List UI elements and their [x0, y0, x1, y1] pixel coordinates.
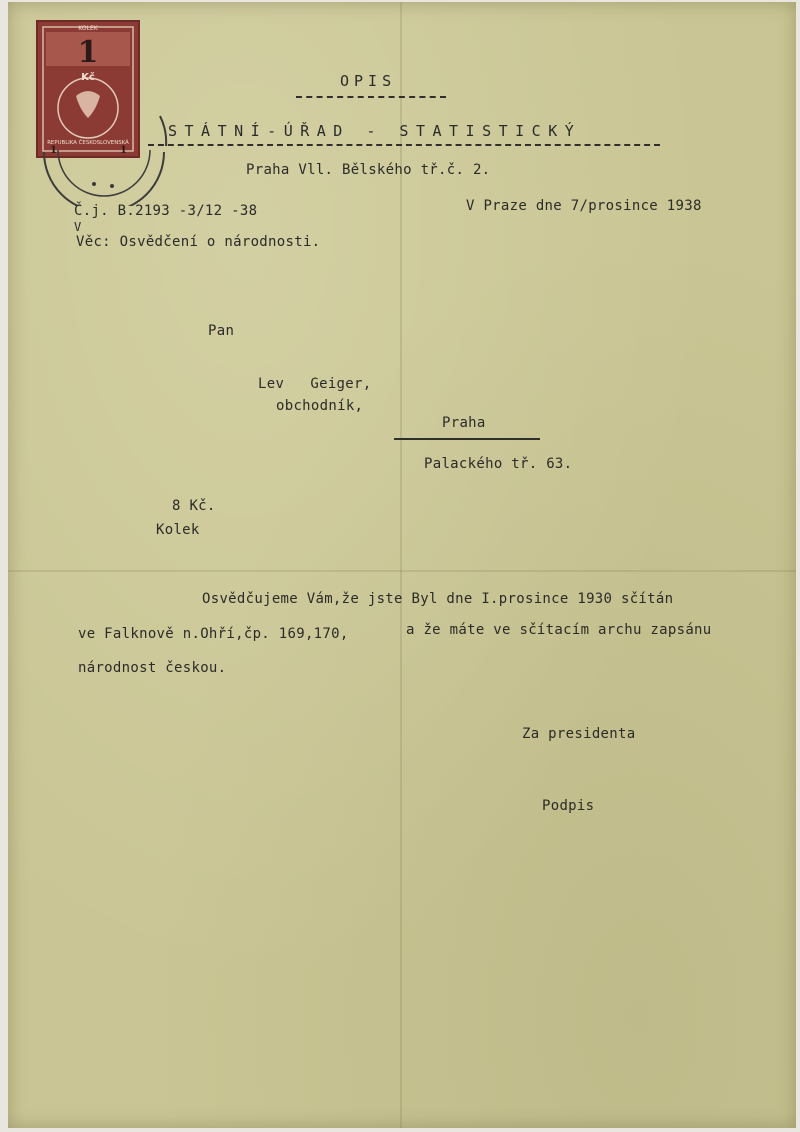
- stamp-corner-value-right: 1: [120, 145, 127, 156]
- postmark-dot-left: [92, 182, 96, 186]
- stamp-corner-value-left: 1: [50, 145, 57, 156]
- fee-label: Kolek: [156, 522, 200, 538]
- body-line-3: národnost českou.: [78, 660, 227, 676]
- recipient-salutation: Pan: [208, 323, 235, 339]
- recipient-occupation: obchodník,: [276, 398, 364, 414]
- recipient-name: Lev Geiger,: [258, 376, 372, 392]
- reference-number: Č.j. B.2193 -3/12 -38: [74, 203, 258, 219]
- body-line-1: Osvědčujeme Vám,že jste Byl dne I.prosince 1930 sčítán: [202, 591, 674, 607]
- city-underline: [394, 438, 540, 440]
- body-line-2a: ve Falknově n.Ohří,čp. 169,170,: [78, 626, 349, 642]
- document-title: OPIS: [340, 72, 397, 90]
- place-and-date: V Praze dne 7/prosince 1938: [466, 198, 702, 214]
- recipient-city: Praha: [442, 415, 486, 431]
- signature-on-behalf: Za presidenta: [522, 726, 636, 742]
- office-underline: [148, 144, 660, 146]
- fee-amount: 8 Kč.: [172, 498, 216, 514]
- recipient-street: Palackého tř. 63.: [424, 456, 573, 472]
- stamp-top-label: KOLEK: [78, 25, 98, 32]
- postmark-inner-arc: [58, 150, 150, 196]
- stamp-value: 1: [77, 35, 99, 70]
- office-name: STÁTNÍ-ÚŘAD - STATISTICKÝ: [168, 122, 582, 140]
- stamp-currency: Kč: [81, 72, 95, 83]
- postmark-cancellation: [36, 86, 172, 206]
- office-address: Praha Vll. Bělského tř.č. 2.: [246, 162, 491, 178]
- title-underline: [296, 96, 446, 98]
- fold-line-horizontal: [8, 570, 796, 572]
- postmark-outer-arc: [44, 152, 164, 206]
- postmark-dot-right: [110, 184, 114, 188]
- stamp-legend: REPUBLIKA ČESKOSLOVENSKÁ: [47, 140, 129, 146]
- signature-signed: Podpis: [542, 798, 595, 814]
- subject-marker: V: [74, 220, 82, 234]
- postmark-side-arc: [160, 116, 166, 146]
- body-line-2b: a že máte ve sčítacím archu zapsánu: [406, 622, 712, 638]
- subject-line: Věc: Osvědčení o národnosti.: [76, 234, 321, 250]
